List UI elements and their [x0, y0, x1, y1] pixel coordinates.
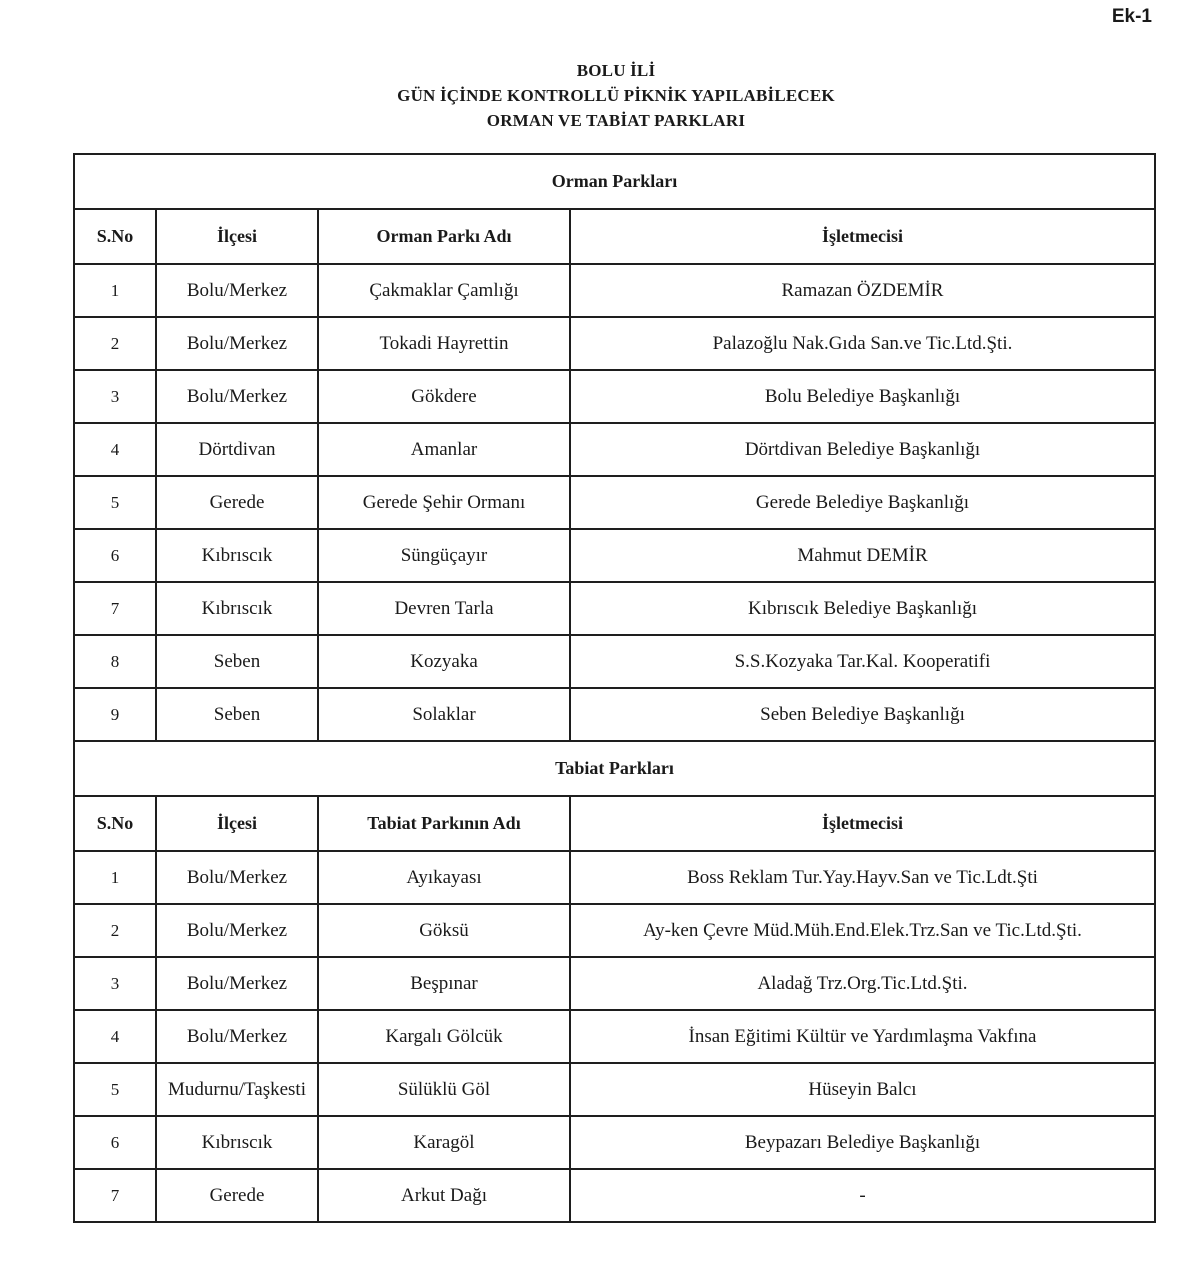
- row-ilce: Kıbrıscık: [156, 582, 318, 635]
- row-sno: 6: [74, 529, 156, 582]
- header-operator: İşletmecisi: [570, 796, 1155, 851]
- row-operator: Ay-ken Çevre Müd.Müh.End.Elek.Trz.San ve Tic.Ltd.Şti.: [570, 904, 1155, 957]
- table-row: [74, 476, 1155, 529]
- row-operator: Hüseyin Balcı: [570, 1063, 1155, 1116]
- row-sno: 1: [74, 851, 156, 904]
- row-ilce: Bolu/Merkez: [156, 370, 318, 423]
- table-row: [74, 1169, 1155, 1222]
- row-park-name: Ayıkayası: [318, 851, 570, 904]
- row-operator: S.S.Kozyaka Tar.Kal. Kooperatifi: [570, 635, 1155, 688]
- row-sno: 4: [74, 423, 156, 476]
- parks-table: [73, 153, 1156, 1223]
- row-ilce: Bolu/Merkez: [156, 957, 318, 1010]
- row-park-name: Gerede Şehir Ormanı: [318, 476, 570, 529]
- row-ilce: Seben: [156, 635, 318, 688]
- row-operator: Gerede Belediye Başkanlığı: [570, 476, 1155, 529]
- row-ilce: Kıbrıscık: [156, 1116, 318, 1169]
- row-ilce: Bolu/Merkez: [156, 317, 318, 370]
- row-sno: 4: [74, 1010, 156, 1063]
- table-row: [74, 904, 1155, 957]
- tabiat-section-title: Tabiat Parkları: [74, 741, 1155, 796]
- row-operator: Boss Reklam Tur.Yay.Hayv.San ve Tic.Ldt.Şti: [570, 851, 1155, 904]
- tabiat-section-row: [74, 741, 1155, 796]
- table-row: [74, 264, 1155, 317]
- row-operator: Mahmut DEMİR: [570, 529, 1155, 582]
- row-ilce: Dörtdivan: [156, 423, 318, 476]
- row-operator: Palazoğlu Nak.Gıda San.ve Tic.Ltd.Şti.: [570, 317, 1155, 370]
- row-sno: 3: [74, 957, 156, 1010]
- header-operator: İşletmecisi: [570, 209, 1155, 264]
- table-row: [74, 635, 1155, 688]
- table-row: [74, 529, 1155, 582]
- tabiat-header-row: [74, 796, 1155, 851]
- row-ilce: Bolu/Merkez: [156, 904, 318, 957]
- row-park-name: Karagöl: [318, 1116, 570, 1169]
- row-operator: Beypazarı Belediye Başkanlığı: [570, 1116, 1155, 1169]
- table-row: [74, 370, 1155, 423]
- row-operator: Seben Belediye Başkanlığı: [570, 688, 1155, 741]
- title-line-2: GÜN İÇİNDE KONTROLLÜ PİKNİK YAPILABİLECEK: [397, 86, 835, 105]
- table-row: [74, 423, 1155, 476]
- document-title: [0, 58, 1200, 133]
- row-sno: 3: [74, 370, 156, 423]
- row-park-name: Kozyaka: [318, 635, 570, 688]
- row-sno: 5: [74, 476, 156, 529]
- row-operator: Aladağ Trz.Org.Tic.Ltd.Şti.: [570, 957, 1155, 1010]
- table-row: [74, 317, 1155, 370]
- row-park-name: Süngüçayır: [318, 529, 570, 582]
- header-park-name: Orman Parkı Adı: [318, 209, 570, 264]
- title-line-1: BOLU İLİ: [576, 61, 656, 80]
- row-ilce: Kıbrıscık: [156, 529, 318, 582]
- table-row: [74, 851, 1155, 904]
- orman-header-row: [74, 209, 1155, 264]
- table-row: [74, 1063, 1155, 1116]
- row-sno: 1: [74, 264, 156, 317]
- row-park-name: Kargalı Gölcük: [318, 1010, 570, 1063]
- orman-section-title: Orman Parkları: [74, 154, 1155, 209]
- row-operator: Ramazan ÖZDEMİR: [570, 264, 1155, 317]
- header-park-name: Tabiat Parkının Adı: [318, 796, 570, 851]
- row-park-name: Devren Tarla: [318, 582, 570, 635]
- row-sno: 2: [74, 317, 156, 370]
- title-line-3: ORMAN VE TABİAT PARKLARI: [486, 111, 746, 130]
- row-sno: 7: [74, 1169, 156, 1222]
- row-ilce: Bolu/Merkez: [156, 1010, 318, 1063]
- row-park-name: Arkut Dağı: [318, 1169, 570, 1222]
- row-ilce: Bolu/Merkez: [156, 264, 318, 317]
- row-ilce: Mudurnu/Taşkesti: [156, 1063, 318, 1116]
- row-ilce: Seben: [156, 688, 318, 741]
- row-park-name: Çakmaklar Çamlığı: [318, 264, 570, 317]
- table-row: [74, 1010, 1155, 1063]
- row-ilce: Bolu/Merkez: [156, 851, 318, 904]
- document-tag: Ek-1: [1111, 6, 1152, 27]
- row-operator: -: [570, 1169, 1155, 1222]
- row-park-name: Gökdere: [318, 370, 570, 423]
- table-row: [74, 688, 1155, 741]
- row-park-name: Tokadi Hayrettin: [318, 317, 570, 370]
- row-park-name: Göksü: [318, 904, 570, 957]
- row-sno: 8: [74, 635, 156, 688]
- row-ilce: Gerede: [156, 1169, 318, 1222]
- row-park-name: Amanlar: [318, 423, 570, 476]
- row-operator: Dörtdivan Belediye Başkanlığı: [570, 423, 1155, 476]
- row-sno: 7: [74, 582, 156, 635]
- table-row: [74, 582, 1155, 635]
- row-ilce: Gerede: [156, 476, 318, 529]
- table-row: [74, 957, 1155, 1010]
- header-ilce: İlçesi: [156, 796, 318, 851]
- row-park-name: Sülüklü Göl: [318, 1063, 570, 1116]
- row-operator: Kıbrıscık Belediye Başkanlığı: [570, 582, 1155, 635]
- row-sno: 5: [74, 1063, 156, 1116]
- row-sno: 6: [74, 1116, 156, 1169]
- row-park-name: Solaklar: [318, 688, 570, 741]
- row-park-name: Beşpınar: [318, 957, 570, 1010]
- header-sno: S.No: [74, 796, 156, 851]
- header-sno: S.No: [74, 209, 156, 264]
- table-row: [74, 1116, 1155, 1169]
- row-sno: 2: [74, 904, 156, 957]
- row-operator: İnsan Eğitimi Kültür ve Yardımlaşma Vakfına: [570, 1010, 1155, 1063]
- row-sno: 9: [74, 688, 156, 741]
- header-ilce: İlçesi: [156, 209, 318, 264]
- row-operator: Bolu Belediye Başkanlığı: [570, 370, 1155, 423]
- orman-section-row: [74, 154, 1155, 209]
